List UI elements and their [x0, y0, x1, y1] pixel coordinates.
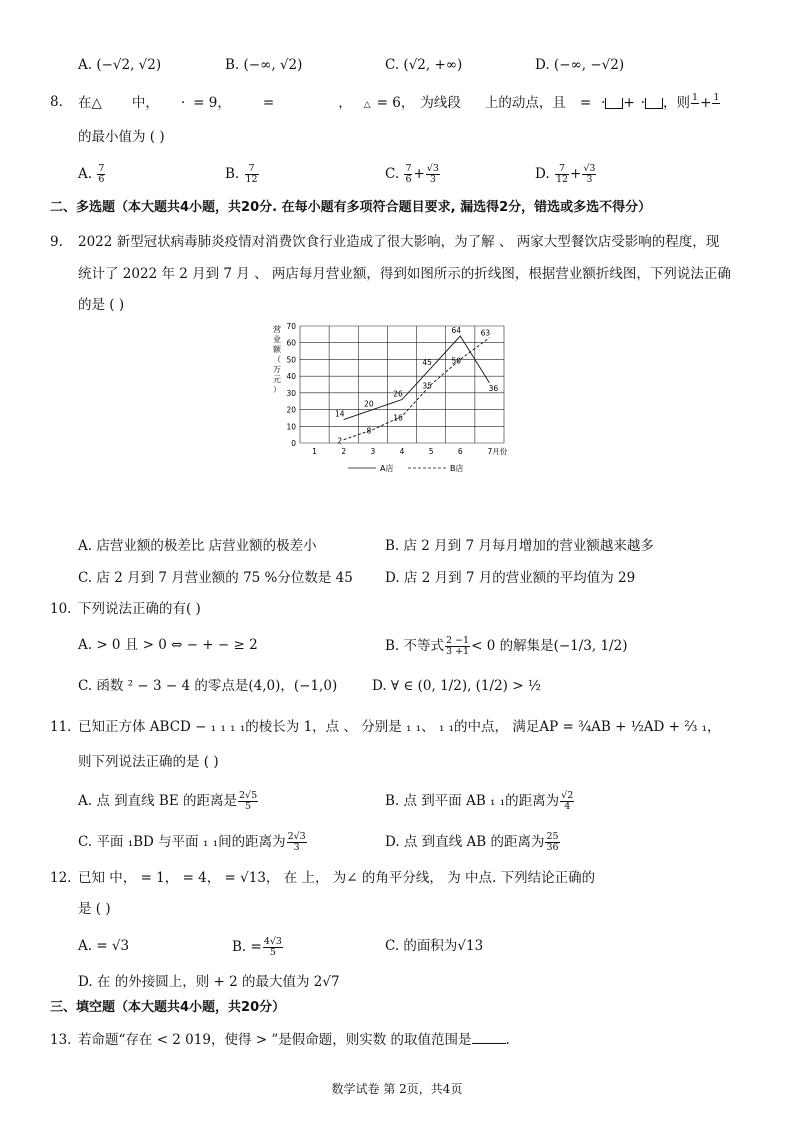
x-tick-label: 5: [428, 447, 434, 456]
x-tick-label: 3: [370, 447, 376, 456]
q9-option-b: B. 店 2 月到 7 月每月增加的营业额越来越多: [385, 538, 654, 554]
q13-number: 13.: [50, 1032, 72, 1048]
q9-number: 9.: [50, 234, 63, 250]
y-axis-title-char: 业: [273, 335, 281, 344]
answer-blank[interactable]: [472, 1031, 506, 1044]
q9-option-a: A. 店营业额的极差比 店营业额的极差小: [78, 538, 317, 554]
q9-line1: 2022 新型冠状病毒肺炎疫情对消费饮食行业造成了很大影响，为了解 、 两家大型餐饮店受影响的程度，现: [78, 234, 720, 250]
q8-option-b: B. $\frac{7}{12}$: [225, 163, 258, 185]
y-tick-label: 30: [286, 388, 296, 398]
q12-option-b: B. = $\frac{4√3}{5}$: [232, 936, 282, 958]
y-tick-label: 20: [286, 405, 296, 415]
q12-number: 12.: [50, 870, 72, 886]
y-tick-label: 0: [291, 439, 296, 448]
section-2-heading: 二、多选题（本大题共4小题，共20分. 在每小题有多项符合题目要求, 漏选得2分，错选或多选不得分）: [50, 200, 652, 215]
q11-option-d: D. 点 到直线 AB 的距离为 $\frac{25}{36}$: [385, 831, 559, 853]
q8-option-d: D. $\frac{7}{12}$ + $\frac{√3}{3}$: [535, 163, 596, 185]
q10-number: 10.: [50, 601, 72, 617]
data-label: 26: [393, 389, 403, 399]
vector-box: [605, 98, 623, 109]
q7-option-a: A. (−√2, √2): [78, 57, 162, 73]
x-tick-label: 6: [457, 447, 463, 456]
y-axis-title-char: 额: [273, 345, 281, 354]
y-axis-title-char: 营: [273, 325, 281, 334]
q11-number: 11.: [50, 719, 72, 735]
data-label: 14: [334, 409, 345, 419]
q12-line2: 是 ( ): [78, 901, 111, 917]
x-tick-label: 2: [341, 447, 347, 456]
data-label: 63: [480, 328, 491, 338]
q11-option-c: C. 平面 ₁BD 与平面 ₁ ₁间的距离为 $\frac{2√3}{3}$: [78, 831, 306, 853]
y-axis-title-char: 元: [273, 375, 281, 384]
y-tick-label: 10: [286, 422, 296, 432]
q8-option-c: C. $\frac{7}{6}$ + $\frac{√3}{3}$: [385, 163, 439, 185]
q10-title: 下列说法正确的有( ): [78, 601, 201, 617]
data-label: 20: [364, 399, 374, 409]
q13-text: 若命题“存在 < 2 019，使得 > ”是假命题，则实数 的取值范围是 .: [78, 1032, 510, 1048]
data-label: 16: [393, 413, 403, 423]
legend-b-label: B店: [450, 464, 464, 473]
data-label: 8: [366, 426, 372, 436]
vector-box: [645, 98, 663, 109]
y-axis-title-char: ）: [273, 385, 281, 394]
q8-number: 8.: [50, 94, 63, 110]
q10-option-c: C. 函数 ² − 3 − 4 的零点是(4,0)，(−1,0): [78, 678, 338, 694]
data-label: 45: [422, 357, 432, 367]
legend-a-label: A店: [380, 464, 394, 473]
q10-option-d: D. ∀ ∈ (0, 1/2), (1/2) > ½: [372, 678, 541, 694]
x-tick-label: 1: [312, 447, 317, 456]
y-axis-title-char: （: [273, 355, 281, 364]
data-label: 36: [488, 383, 499, 393]
revenue-line-chart: [268, 318, 528, 480]
y-tick-label: 50: [286, 355, 296, 365]
q9-line2: 统计了 2022 年 2 月到 7 月 、 两店每月营业额，得到如图所示的折线图，根据营业额折线图，下列说法正确: [78, 266, 731, 282]
q9-option-c: C. 店 2 月到 7 月营业额的 75 %分位数是 45: [78, 570, 353, 586]
q9-line3: 的是 ( ): [78, 297, 125, 313]
q7-option-b: B. (−∞, √2): [225, 57, 303, 73]
q7-option-d: D. (−∞, −√2): [535, 57, 625, 73]
q11-option-b: B. 点 到平面 AB ₁ ₁的距离为 $\frac{√2}{4}$: [385, 790, 574, 812]
x-tick-label: 7月份: [487, 447, 508, 456]
y-axis-title-char: 万: [273, 365, 281, 374]
q12-option-d: D. 在 的外接圆上，则 + 2 的最大值为 2√7: [78, 974, 340, 990]
data-label: 2: [337, 436, 343, 446]
q12-line1: 已知 中， = 1， = 4， = √13， 在 上， 为∠ 的角平分线， 为 中点. 下列结论正确的: [78, 870, 596, 886]
q11-line2: 则下列说法正确的是 ( ): [78, 754, 219, 770]
y-tick-label: 40: [286, 372, 296, 382]
q7-option-c: C. (√2, +∞): [385, 57, 463, 73]
q11-line1: 已知正方体 ABCD − ₁ ₁ ₁ ₁的棱长为 1，点 、 分别是 ₁ ₁、 ₁ ₁的中点， 满足AP = ¾AB + ½AD + ⅔ ₁，: [78, 719, 721, 735]
q10-option-b: B. 不等式 $\frac{2 -1}{3 +1}$ < 0 的解集是(−1/3, 1/2): [385, 635, 628, 657]
section-3-heading: 三、填空题（本大题共4小题，共20分）: [50, 1000, 286, 1015]
page-footer: 数学试卷 第 2页，共4页: [331, 1082, 463, 1096]
q12-option-a: A. = √3: [78, 938, 130, 954]
q12-option-c: C. 的面积为√13: [385, 938, 484, 954]
data-label: 35: [422, 381, 432, 391]
data-label: 64: [451, 326, 462, 336]
q11-option-a: A. 点 到直线 BE 的距离是 $\frac{2√5}{5}$: [78, 790, 258, 812]
y-tick-label: 70: [286, 322, 296, 331]
data-label: 50: [451, 356, 462, 366]
q9-option-d: D. 店 2 月到 7 月的营业额的平均值为 29: [385, 570, 636, 586]
q10-option-a: A. > 0 且 > 0 ⇔ − + − ≥ 2: [78, 637, 258, 653]
q8-line2: 的最小值为 ( ): [78, 129, 165, 145]
q8-stem: 在△ 中， · = 9， = ， △ = 6， 为线段 上的动点，且 = · + · ，则 1 + 1: [78, 92, 720, 111]
y-tick-label: 60: [286, 338, 296, 348]
x-tick-label: 4: [399, 447, 405, 456]
q8-option-a: A. $\frac{7}{6}$: [78, 163, 105, 185]
